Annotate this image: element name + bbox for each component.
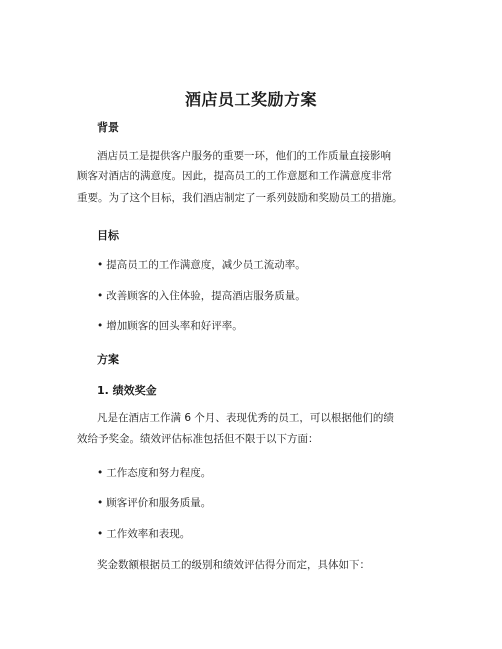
plan-line-1: 凡是在酒店工作满 6 个月、表现优秀的员工，可以根据他们的绩	[97, 412, 394, 424]
subheading-performance-bonus: 1. 绩效奖金	[97, 384, 157, 397]
goal-bullet-text: 增加顾客的回头率和好评率。	[106, 320, 243, 332]
goal-bullet-3	[97, 320, 243, 333]
bullet-icon: •	[97, 467, 104, 479]
bullet-icon: •	[97, 497, 104, 509]
bullet-icon: •	[97, 320, 104, 332]
goal-bullet-1	[97, 259, 306, 272]
document-title: 酒店员工奖励方案	[184, 90, 317, 109]
background-line-1: 酒店员工是提供客户服务的重要一环，他们的工作质量直接影响	[97, 150, 391, 162]
criteria-bullet-3	[97, 528, 190, 541]
criteria-bullet-1	[97, 467, 211, 480]
heading-background: 背景	[97, 121, 119, 134]
goal-bullet-text: 改善顾客的入住体验，提高酒店服务质量。	[106, 290, 306, 302]
closing-line: 奖金数额根据员工的级别和绩效评估得分而定，具体如下：	[97, 559, 370, 571]
criteria-bullet-2	[97, 497, 211, 510]
goal-bullet-2	[97, 290, 306, 303]
bullet-icon: •	[97, 290, 104, 302]
bullet-icon: •	[97, 528, 104, 540]
criteria-bullet-text: 工作效率和表现。	[106, 528, 191, 540]
goal-bullet-text: 提高员工的工作满意度，减少员工流动率。	[106, 259, 306, 271]
background-line-2: 顾客对酒店的满意度。因此，提高员工的工作意愿和工作满意度非常	[77, 170, 392, 182]
background-line-3: 重要。为了这个目标，我们酒店制定了一系列鼓励和奖励员工的措施。	[77, 192, 403, 204]
criteria-bullet-text: 工作态度和努力程度。	[106, 467, 212, 479]
plan-line-2: 效给予奖金。绩效评估标准包括但不限于以下方面：	[77, 433, 319, 445]
heading-goal: 目标	[97, 229, 119, 242]
bullet-icon: •	[97, 259, 104, 271]
heading-plan: 方案	[97, 353, 119, 366]
criteria-bullet-text: 顾客评价和服务质量。	[106, 497, 212, 509]
